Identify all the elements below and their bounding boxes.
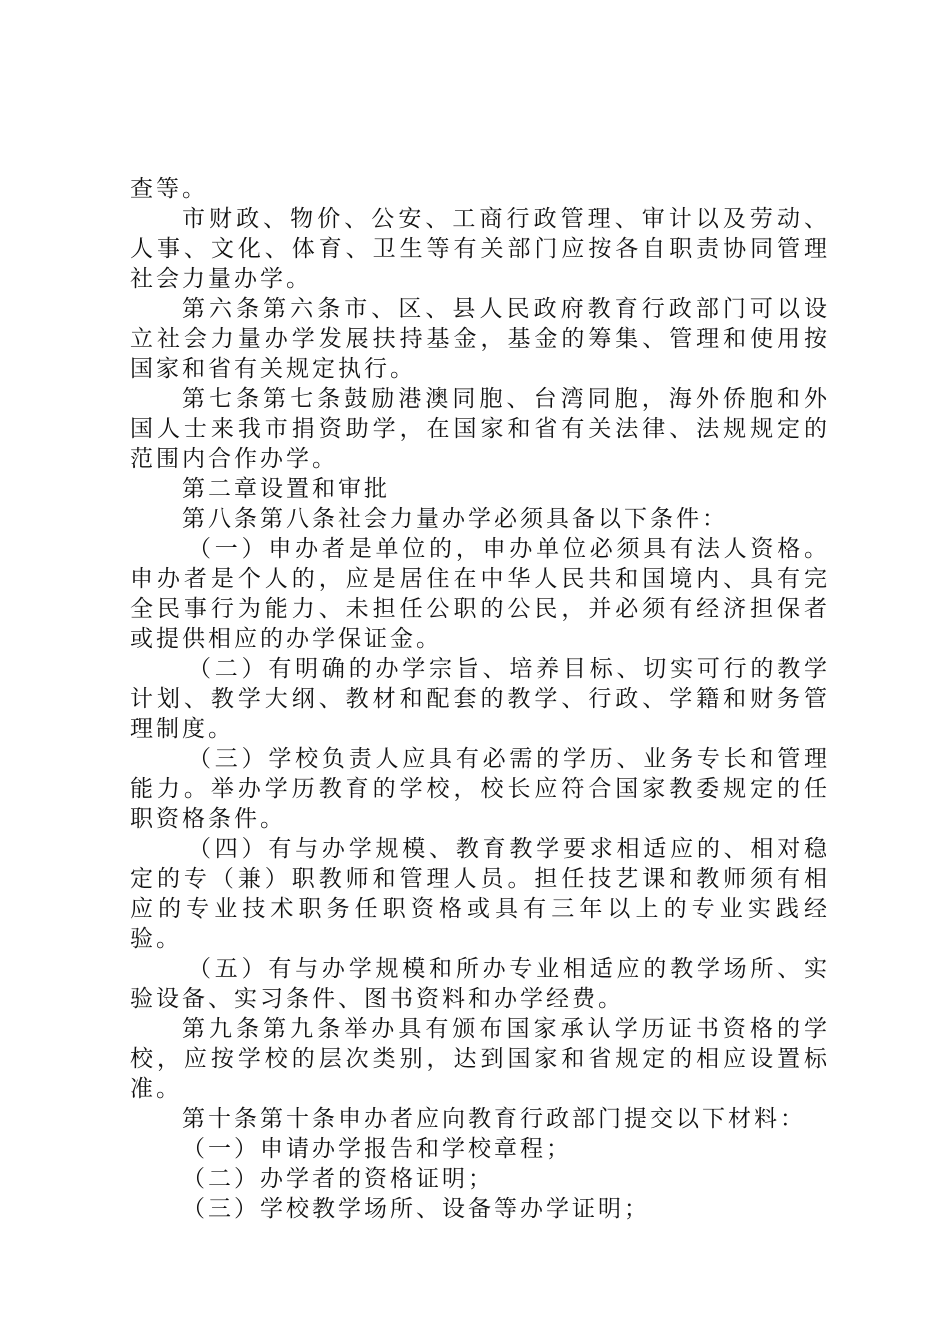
chapter-2-heading: 第二章设置和审批 — [182, 476, 390, 502]
article-8-item-5: （五）有与办学规模和所办专业相适应的教学场所、实验设备、实习条件、图书资料和办学经费。 — [130, 956, 830, 1012]
article-8: 第八条第八条社会力量办学必须具备以下条件： — [182, 506, 728, 532]
article-10-item-1: （一）申请办学报告和学校章程； — [182, 1136, 572, 1162]
paragraph-departments: 市财政、物价、公安、工商行政管理、审计以及劳动、人事、文化、体育、卫生等有关部门应按各自职责协同管理社会力量办学。 — [130, 206, 830, 292]
article-8-item-2: （二）有明确的办学宗旨、培养目标、切实可行的教学计划、教学大纲、教材和配套的教学、行政、学籍和财务管理制度。 — [130, 656, 830, 742]
article-9: 第九条第九条举办具有颁布国家承认学历证书资格的学校，应按学校的层次类别，达到国家和省规定的相应设置标准。 — [130, 1016, 830, 1102]
article-10-item-3: （三）学校教学场所、设备等办学证明； — [182, 1196, 650, 1222]
article-10: 第十条第十条申办者应向教育行政部门提交以下材料： — [182, 1106, 806, 1132]
article-8-item-3: （三）学校负责人应具有必需的学历、业务专长和管理能力。举办学历教育的学校，校长应符合国家教委规定的任职资格条件。 — [130, 746, 830, 832]
article-8-item-4: （四）有与办学规模、教育教学要求相适应的、相对稳定的专（兼）职教师和管理人员。担任技艺课和教师须有相应的专业技术职务任职资格或具有三年以上的专业实践经验。 — [130, 836, 830, 952]
article-10-item-2: （二）办学者的资格证明； — [182, 1166, 494, 1192]
document-body — [130, 174, 830, 1224]
article-6: 第六条第六条市、区、县人民政府教育行政部门可以设立社会力量办学发展扶持基金，基金的筹集、管理和使用按国家和省有关规定执行。 — [130, 296, 830, 382]
paragraph-continuation: 查等。 — [130, 176, 208, 202]
article-7: 第七条第七条鼓励港澳同胞、台湾同胞，海外侨胞和外国人士来我市捐资助学，在国家和省有关法律、法规规定的范围内合作办学。 — [130, 386, 830, 472]
article-8-item-1: （一）申办者是单位的，申办单位必须具有法人资格。申办者是个人的，应是居住在中华人民共和国境内、具有完全民事行为能力、未担任公职的公民，并必须有经济担保者或提供相应的办学保证金。 — [130, 536, 830, 652]
